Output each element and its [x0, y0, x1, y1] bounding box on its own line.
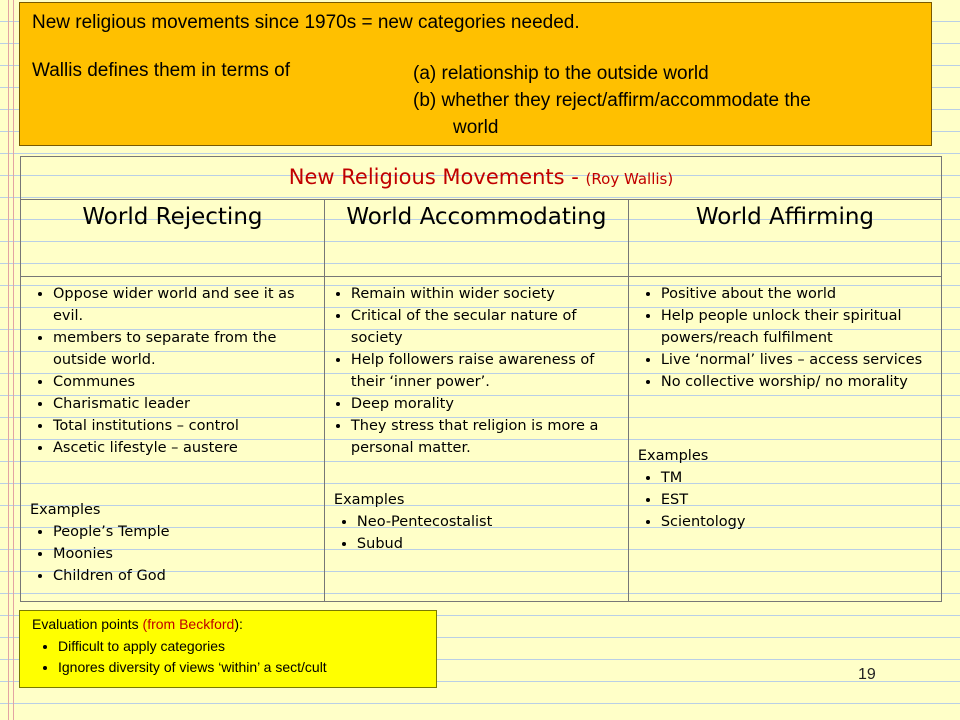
- criterion-b: (b) whether they reject/affirm/accommodate the: [413, 90, 811, 111]
- list-item: • Moonies: [53, 543, 320, 565]
- list-item: • Children of God: [53, 565, 320, 587]
- list-item: • Positive about the world: [661, 283, 937, 305]
- paper-margin-line: [8, 0, 9, 720]
- column-body-affirming: [628, 277, 941, 602]
- traits-list: [25, 283, 320, 459]
- examples-label: Examples: [333, 492, 405, 508]
- list-item: • Ascetic lifestyle – austere: [53, 437, 320, 459]
- criterion-a: (a) relationship to the outside world: [413, 63, 709, 84]
- list-item: • Deep morality: [351, 393, 624, 415]
- column-body-rejecting: [21, 277, 325, 602]
- list-item: • Help followers raise awareness of their ‘inner power’.: [351, 349, 624, 393]
- table-title: [21, 157, 942, 200]
- examples-list: [25, 521, 320, 587]
- evaluation-list: [32, 636, 436, 678]
- column-heading-affirming: World Affirming: [628, 200, 941, 277]
- list-item: • Help people unlock their spiritual powers/reach fulfilment: [661, 305, 937, 349]
- list-item: • Critical of the secular nature of society: [351, 305, 624, 349]
- traits-list: [633, 283, 937, 393]
- evaluation-title-prefix: Evaluation points: [32, 616, 143, 632]
- nrm-table: [20, 156, 942, 602]
- criterion-b-continued: world: [453, 117, 499, 138]
- evaluation-box: [19, 610, 437, 688]
- examples-label: Examples: [30, 502, 101, 518]
- intro-line-1: New religious movements since 1970s = new categories needed.: [32, 12, 580, 33]
- intro-box: [19, 2, 932, 146]
- column-heading-rejecting: World Rejecting: [21, 200, 325, 277]
- evaluation-title-source: (from Beckford: [142, 616, 235, 632]
- table-title-text: New Religious Movements -: [288, 165, 586, 189]
- examples-label: Examples: [637, 448, 709, 464]
- examples-list: [329, 511, 624, 555]
- evaluation-title: [32, 616, 436, 632]
- list-item: • members to separate from the outside world.: [53, 327, 320, 371]
- list-item: • Communes: [53, 371, 320, 393]
- list-item: • Difficult to apply categories: [58, 636, 436, 657]
- list-item: • Live ‘normal’ lives – access services: [661, 349, 937, 371]
- evaluation-title-suffix: ):: [234, 616, 243, 632]
- list-item: • People’s Temple: [53, 521, 320, 543]
- intro-line-2-label: Wallis defines them in terms of: [32, 60, 290, 81]
- list-item: • Subud: [357, 533, 624, 555]
- list-item: • TM: [661, 467, 937, 489]
- list-item: • Neo-Pentecostalist: [357, 511, 624, 533]
- list-item: • They stress that religion is more a personal matter.: [351, 415, 624, 459]
- page-number: 19: [858, 666, 876, 683]
- list-item: • Total institutions – control: [53, 415, 320, 437]
- examples-list: [633, 467, 937, 533]
- list-item: • Oppose wider world and see it as evil.: [53, 283, 320, 327]
- column-body-accommodating: [324, 277, 628, 602]
- traits-list: [329, 283, 624, 459]
- list-item: • Ignores diversity of views ‘within’ a sect/cult: [58, 657, 436, 678]
- column-heading-accommodating: World Accommodating: [324, 200, 628, 277]
- list-item: • Scientology: [661, 511, 937, 533]
- list-item: • Remain within wider society: [351, 283, 624, 305]
- list-item: • Charismatic leader: [53, 393, 320, 415]
- table-title-attribution: (Roy Wallis): [585, 170, 674, 188]
- paper-margin-line: [13, 0, 14, 720]
- intro-criteria-list: [413, 60, 811, 141]
- list-item: • No collective worship/ no morality: [661, 371, 937, 393]
- list-item: • EST: [661, 489, 937, 511]
